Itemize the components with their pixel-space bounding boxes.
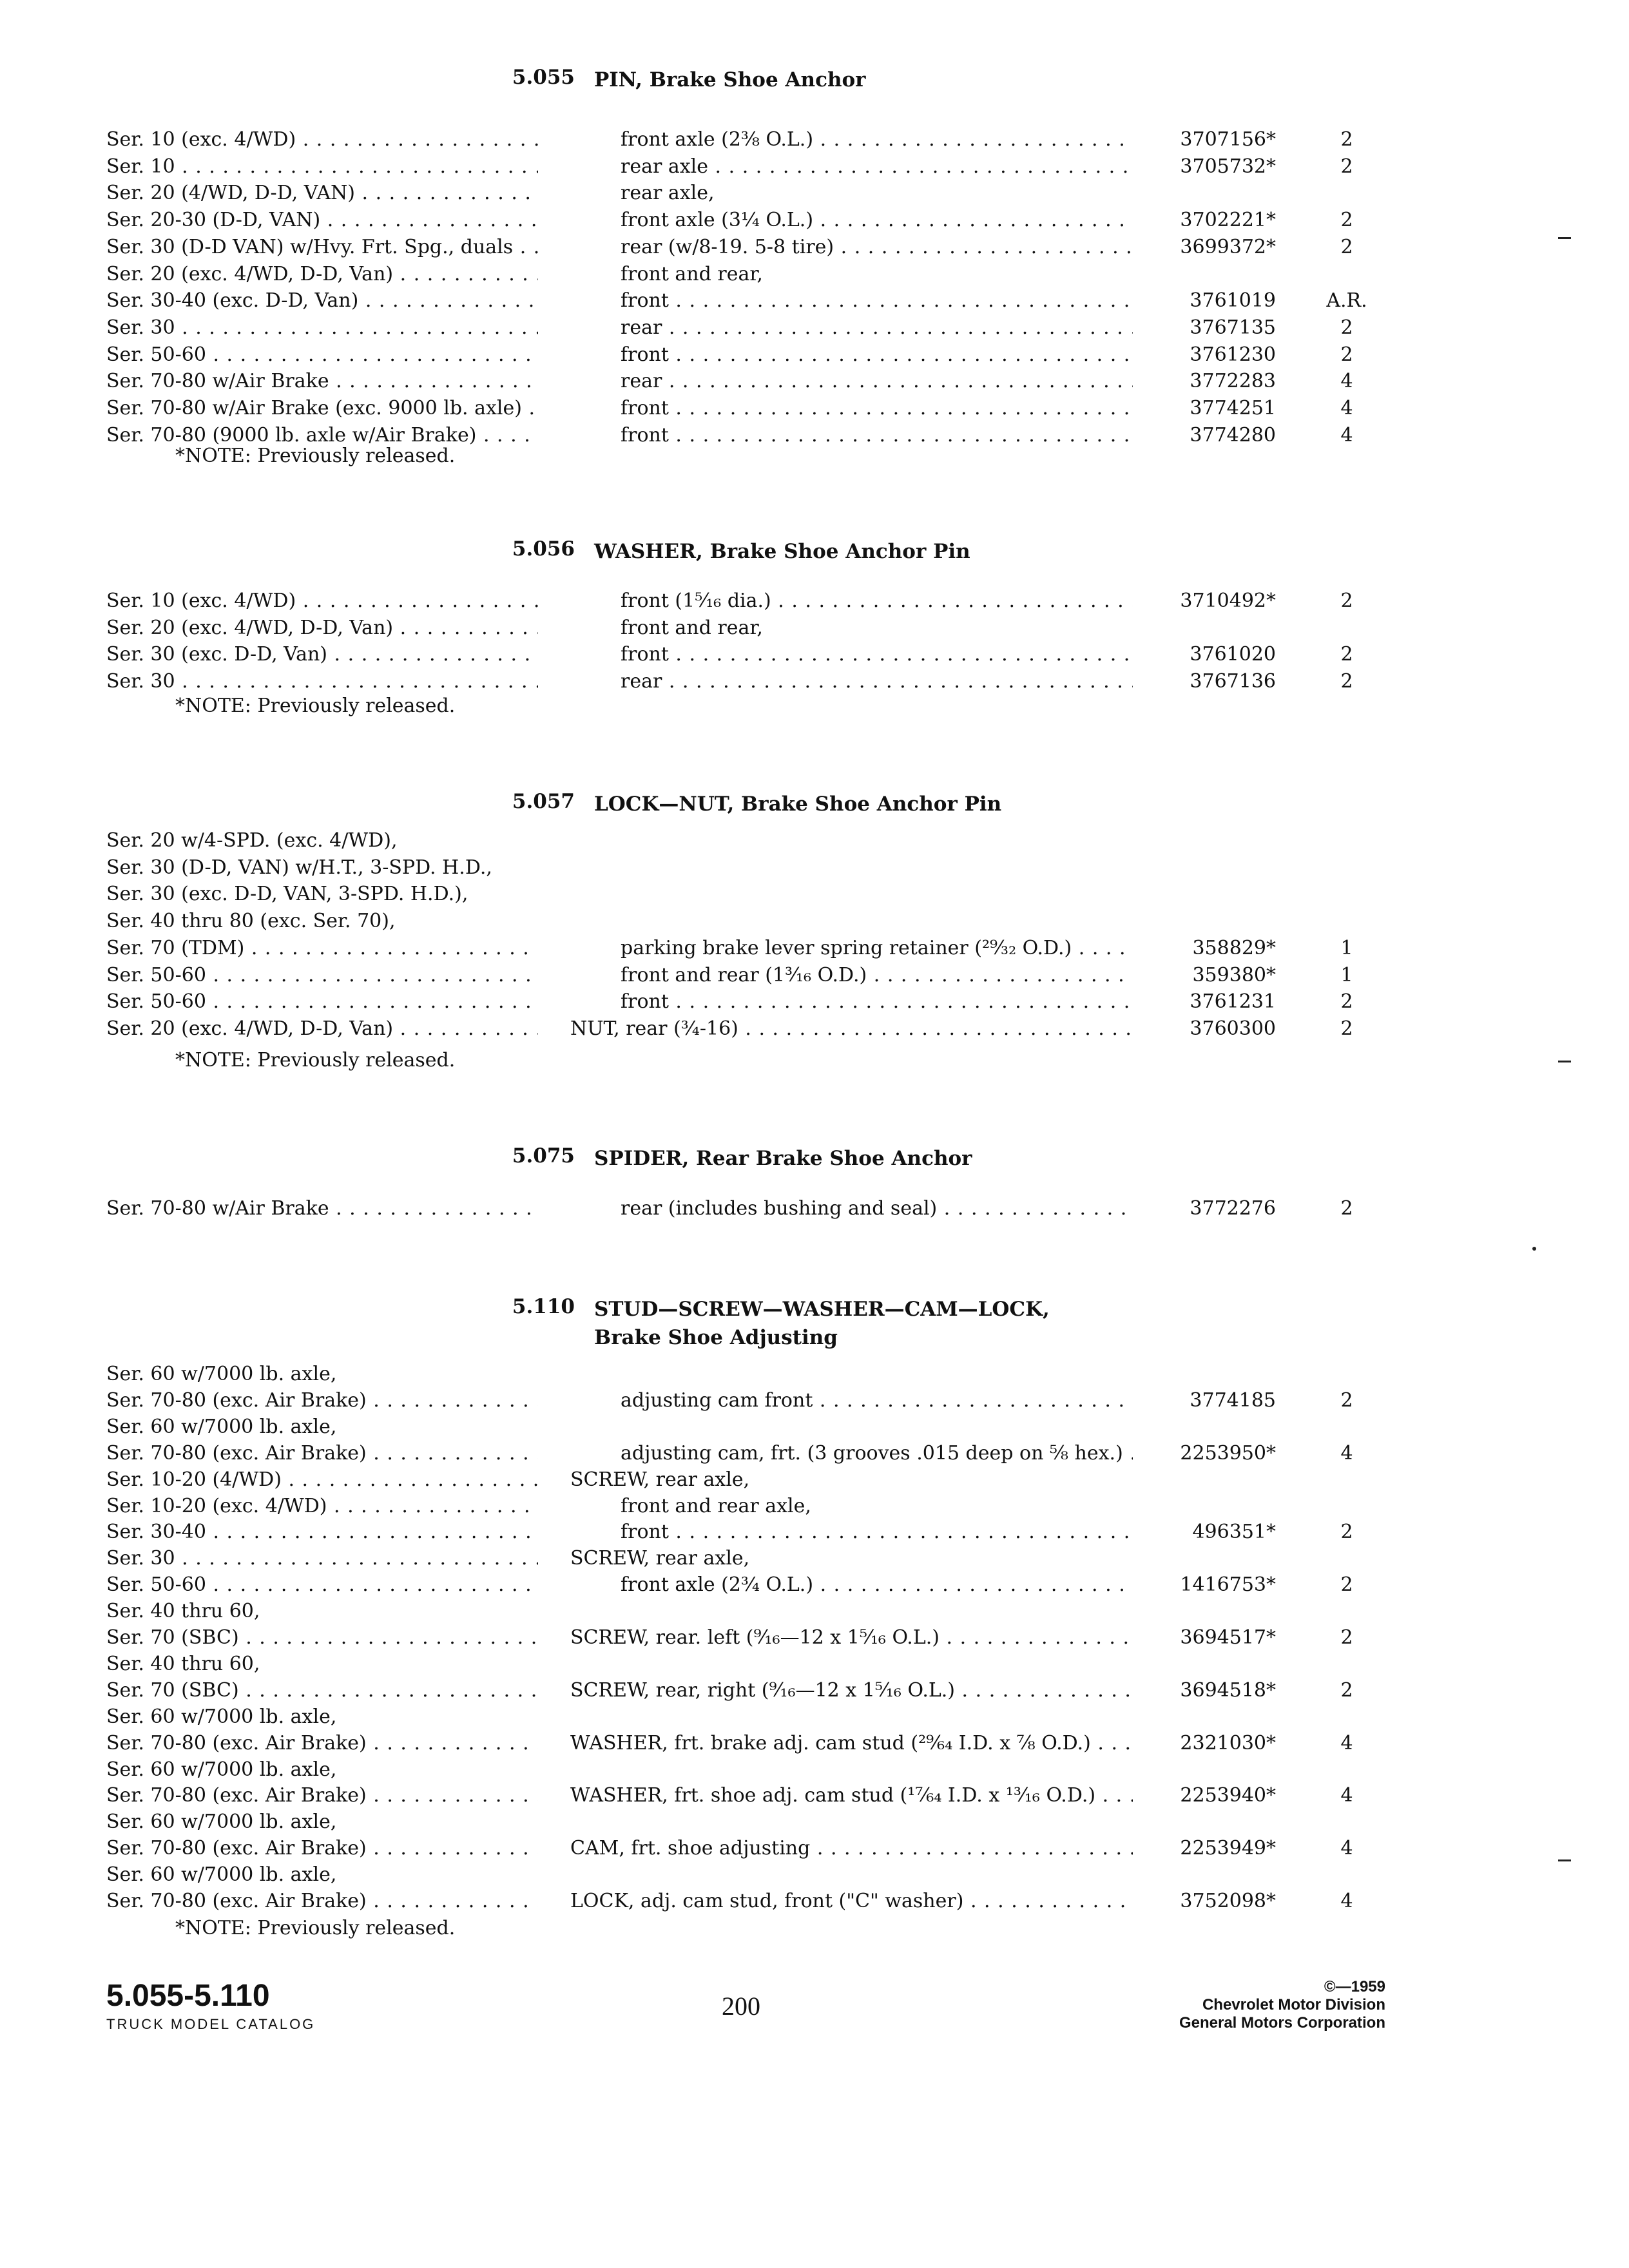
application-cell: Ser. 60 w/7000 lb. axle, <box>106 1363 337 1385</box>
application-cell: Ser. 70 (SBC) . . . <box>106 1677 538 1704</box>
footer-code: 5.055-5.110 <box>106 1979 270 2013</box>
table-row <box>0 1440 1629 1466</box>
quantity-cell: 2 <box>1340 1678 1353 1702</box>
quantity-cell: 1 <box>1340 936 1353 959</box>
footer-corporation: General Motors Corporation <box>1179 2014 1385 2032</box>
description-cell: rear (w/8-19. 5-8 tire) . . . <box>621 234 1165 260</box>
table-row <box>0 854 1629 881</box>
description-cell: front (1⁵⁄₁₆ dia.) . . . <box>621 588 1165 614</box>
table-row <box>0 395 1629 421</box>
table-row <box>0 207 1629 233</box>
description-cell: rear (includes bushing and seal) . . . <box>621 1195 1177 1222</box>
section-note: *NOTE: Previously released. <box>175 1049 456 1072</box>
table-row <box>0 1888 1629 1914</box>
part-number-cell: 3705732* <box>1133 153 1276 180</box>
table-row <box>0 1782 1629 1809</box>
quantity-cell: 2 <box>1340 670 1353 693</box>
table-row <box>0 180 1629 206</box>
table-row <box>0 368 1629 394</box>
application-cell: Ser. 60 w/7000 lb. axle, <box>106 1415 337 1438</box>
quantity-cell: 2 <box>1340 1521 1353 1544</box>
application-cell: Ser. 10 . . . <box>106 153 538 180</box>
quantity-cell: 4 <box>1340 1784 1353 1807</box>
section-number: 5.056 <box>512 537 575 561</box>
table-row <box>0 1519 1629 1545</box>
table-row <box>0 1466 1629 1493</box>
footer-left <box>106 1978 315 2033</box>
section-number: 5.110 <box>512 1295 575 1318</box>
description-cell: CAM, frt. shoe adjusting . . . <box>570 1835 1165 1861</box>
table-row <box>0 1835 1629 1861</box>
quantity-cell: 4 <box>1340 397 1353 419</box>
table-row <box>0 314 1629 341</box>
application-cell: Ser. 70-80 (9000 lb. axle w/Air Brake) . . . <box>106 422 538 448</box>
quantity-cell: 1 <box>1340 963 1353 986</box>
part-number-cell: 3774251 <box>1133 395 1276 421</box>
description-cell: SCREW, rear, right (⁹⁄₁₆—12 x 1⁵⁄₁₆ O.L.) . . . <box>570 1677 1165 1704</box>
table-row <box>0 827 1629 854</box>
section-number: 5.057 <box>512 790 575 813</box>
section-title: PIN, Brake Shoe Anchor <box>594 68 866 91</box>
description-cell: front . . . <box>621 988 1177 1015</box>
application-cell: Ser. 70 (TDM) . . . <box>106 935 538 961</box>
footer-division: Chevrolet Motor Division <box>1202 1996 1385 2013</box>
description-cell: front and rear, <box>621 262 763 285</box>
application-cell: Ser. 50-60 . . . <box>106 988 538 1015</box>
part-number-cell: 3767136 <box>1133 668 1276 695</box>
part-number-cell: 358829* <box>1133 935 1276 961</box>
section-title: WASHER, Brake Shoe Anchor Pin <box>594 540 970 563</box>
application-cell: Ser. 30 (D-D, VAN) w/H.T., 3-SPD. H.D., <box>106 856 492 879</box>
part-number-cell: 2321030* <box>1133 1730 1276 1756</box>
application-cell: Ser. 10 (exc. 4/WD) . . . <box>106 588 538 614</box>
description-cell: WASHER, frt. shoe adj. cam stud (¹⁷⁄₆₄ I.D. x ¹³⁄₁₆ O.D.) . . . <box>570 1782 1165 1809</box>
part-number-cell: 2253949* <box>1133 1835 1276 1861</box>
page-number: 200 <box>722 1992 760 2021</box>
quantity-cell: 4 <box>1340 370 1353 393</box>
application-cell: Ser. 10-20 (exc. 4/WD) . . . <box>106 1493 538 1519</box>
application-cell: Ser. 40 thru 80 (exc. Ser. 70), <box>106 910 396 933</box>
description-cell: rear . . . <box>621 668 1177 695</box>
application-cell: Ser. 20 (exc. 4/WD, D-D, Van) . . . <box>106 615 538 641</box>
quantity-cell: 2 <box>1340 1017 1353 1040</box>
table-row <box>0 1493 1629 1519</box>
table-row <box>0 908 1629 934</box>
table-row <box>0 341 1629 368</box>
part-number-cell: 3774280 <box>1133 422 1276 448</box>
section-title-block <box>594 1295 1050 1352</box>
section-heading <box>496 66 866 94</box>
application-cell: Ser. 30 (exc. D-D, VAN, 3-SPD. H.D.), <box>106 883 468 906</box>
application-cell: Ser. 70 (SBC) . . . <box>106 1624 538 1651</box>
application-cell: Ser. 40 thru 60, <box>106 1652 260 1675</box>
table-row <box>0 1730 1629 1756</box>
part-number-cell: 3761020 <box>1133 641 1276 668</box>
section-heading <box>496 790 1001 818</box>
margin-mark <box>1558 237 1571 239</box>
part-number-cell: 496351* <box>1133 1519 1276 1545</box>
quantity-cell: 4 <box>1340 1731 1353 1754</box>
application-cell: Ser. 30 . . . <box>106 1545 538 1571</box>
description-cell: adjusting cam, frt. (3 grooves .015 deep on ⅝ hex.) . . . <box>621 1440 1165 1466</box>
table-row <box>0 126 1629 153</box>
section-note: *NOTE: Previously released. <box>175 695 456 717</box>
application-cell: Ser. 60 w/7000 lb. axle, <box>106 1705 337 1728</box>
description-cell: adjusting cam front . . . <box>621 1387 1177 1414</box>
description-cell: rear axle, <box>621 182 715 205</box>
section-heading <box>496 537 970 566</box>
application-cell: Ser. 60 w/7000 lb. axle, <box>106 1863 337 1887</box>
application-cell: Ser. 50-60 . . . <box>106 1571 538 1598</box>
description-cell: SCREW, rear axle, <box>570 1547 750 1570</box>
margin-mark <box>1558 1860 1571 1861</box>
table-row <box>0 1361 1629 1387</box>
application-cell: Ser. 70-80 (exc. Air Brake) . . . <box>106 1782 538 1809</box>
application-cell: Ser. 30 . . . <box>106 314 538 341</box>
table-row <box>0 1195 1629 1222</box>
quantity-cell: 2 <box>1340 155 1353 178</box>
table-row <box>0 261 1629 287</box>
description-cell: rear axle . . . <box>621 153 1165 180</box>
margin-dot <box>1532 1247 1536 1251</box>
description-cell: front . . . <box>621 395 1177 421</box>
application-cell: Ser. 30 . . . <box>106 668 538 695</box>
quantity-cell: 2 <box>1340 1197 1353 1220</box>
table-row <box>0 962 1629 988</box>
part-number-cell: 3761230 <box>1133 341 1276 368</box>
table-row <box>0 1756 1629 1783</box>
description-cell: parking brake lever spring retainer (²⁹⁄₃₂ O.D.) . . . <box>621 935 1177 961</box>
table-row <box>0 1809 1629 1835</box>
application-cell: Ser. 40 thru 60, <box>106 1600 260 1623</box>
section-note: *NOTE: Previously released. <box>175 1917 456 1939</box>
application-cell: Ser. 50-60 . . . <box>106 341 538 368</box>
table-row <box>0 1861 1629 1888</box>
table-row <box>0 1545 1629 1571</box>
application-cell: Ser. 70-80 (exc. Air Brake) . . . <box>106 1387 538 1414</box>
quantity-cell: 2 <box>1340 235 1353 258</box>
description-cell: SCREW, rear. left (⁹⁄₁₆—12 x 1⁵⁄₁₆ O.L.) . . . <box>570 1624 1165 1651</box>
application-cell: Ser. 20 w/4-SPD. (exc. 4/WD), <box>106 829 398 852</box>
application-cell: Ser. 70-80 (exc. Air Brake) . . . <box>106 1440 538 1466</box>
quantity-cell: A.R. <box>1326 289 1367 312</box>
table-row <box>0 1387 1629 1414</box>
footer-catalog: TRUCK MODEL CATALOG <box>106 2016 316 2032</box>
table-row <box>0 234 1629 260</box>
application-cell: Ser. 50-60 . . . <box>106 962 538 988</box>
description-cell: front and rear axle, <box>621 1494 811 1517</box>
part-number-cell: 2253940* <box>1133 1782 1276 1809</box>
description-cell: front . . . <box>621 341 1177 368</box>
section-note: *NOTE: Previously released. <box>175 445 456 467</box>
part-number-cell: 3760300 <box>1133 1015 1276 1042</box>
part-number-cell: 3694518* <box>1133 1677 1276 1704</box>
part-number-cell: 359380* <box>1133 962 1276 988</box>
description-cell: front . . . <box>621 287 1177 314</box>
table-row <box>0 1598 1629 1624</box>
table-row <box>0 1571 1629 1598</box>
section-title: LOCK—NUT, Brake Shoe Anchor Pin <box>594 793 1002 816</box>
table-row <box>0 988 1629 1015</box>
section-heading <box>496 1295 1050 1352</box>
application-cell: Ser. 20 (4/WD, D-D, VAN) . . . <box>106 180 538 206</box>
footer-copyright: ©—1959 <box>1324 1978 1385 1995</box>
part-number-cell: 3767135 <box>1133 314 1276 341</box>
application-cell: Ser. 70-80 w/Air Brake (exc. 9000 lb. axle) . . . <box>106 395 538 421</box>
table-row <box>0 1414 1629 1440</box>
table-row <box>0 615 1629 641</box>
table-row <box>0 1677 1629 1704</box>
quantity-cell: 2 <box>1340 128 1353 151</box>
application-cell: Ser. 30-40 . . . <box>106 1519 538 1545</box>
application-cell: Ser. 60 w/7000 lb. axle, <box>106 1758 337 1781</box>
part-number-cell: 3707156* <box>1133 126 1276 153</box>
quantity-cell: 2 <box>1340 643 1353 666</box>
table-row <box>0 1704 1629 1730</box>
description-cell: front . . . <box>621 641 1177 668</box>
application-cell: Ser. 70-80 (exc. Air Brake) . . . <box>106 1835 538 1861</box>
description-cell: NUT, rear (¾-16) . . . <box>570 1015 1177 1042</box>
table-row <box>0 641 1629 668</box>
part-number-cell: 3761019 <box>1133 287 1276 314</box>
section-heading <box>496 1144 972 1173</box>
quantity-cell: 4 <box>1340 1441 1353 1465</box>
part-number-cell: 3710492* <box>1133 588 1276 614</box>
quantity-cell: 2 <box>1340 343 1353 366</box>
footer-right <box>1179 1978 1385 2032</box>
part-number-cell: 2253950* <box>1133 1440 1276 1466</box>
application-cell: Ser. 30 (exc. D-D, Van) . . . <box>106 641 538 668</box>
part-number-cell: 3699372* <box>1133 234 1276 260</box>
quantity-cell: 2 <box>1340 316 1353 339</box>
table-row <box>0 935 1629 961</box>
table-row <box>0 153 1629 180</box>
part-number-cell: 1416753* <box>1133 1571 1276 1598</box>
application-cell: Ser. 10-20 (4/WD) . . . <box>106 1466 538 1493</box>
section-title: SPIDER, Rear Brake Shoe Anchor <box>594 1147 972 1170</box>
application-cell: Ser. 30-40 (exc. D-D, Van) . . . <box>106 287 538 314</box>
description-cell: front and rear, <box>621 616 763 639</box>
application-cell: Ser. 70-80 (exc. Air Brake) . . . <box>106 1730 538 1756</box>
application-cell: Ser. 10 (exc. 4/WD) . . . <box>106 126 538 153</box>
margin-mark <box>1558 1061 1571 1062</box>
quantity-cell: 2 <box>1340 209 1353 232</box>
application-cell: Ser. 30 (D-D VAN) w/Hvy. Frt. Spg., duals . . . <box>106 234 538 260</box>
application-cell: Ser. 70-80 (exc. Air Brake) . . . <box>106 1888 538 1914</box>
part-number-cell: 3772276 <box>1133 1195 1276 1222</box>
description-cell: front axle (2¾ O.L.) . . . <box>621 1571 1165 1598</box>
section-subtitle: Brake Shoe Adjusting <box>594 1326 838 1349</box>
application-cell: Ser. 70-80 w/Air Brake . . . <box>106 1195 538 1222</box>
table-row <box>0 881 1629 907</box>
application-cell: Ser. 70-80 w/Air Brake . . . <box>106 368 538 394</box>
part-number-cell: 3694517* <box>1133 1624 1276 1651</box>
quantity-cell: 4 <box>1340 423 1353 447</box>
description-cell: rear . . . <box>621 368 1177 394</box>
application-cell: Ser. 20-30 (D-D, VAN) . . . <box>106 207 538 233</box>
description-cell: rear . . . <box>621 314 1177 341</box>
table-row <box>0 1015 1629 1042</box>
quantity-cell: 2 <box>1340 990 1353 1014</box>
application-cell: Ser. 20 (exc. 4/WD, D-D, Van) . . . <box>106 1015 538 1042</box>
section-number: 5.075 <box>512 1144 575 1168</box>
description-cell: front axle (2⅜ O.L.) . . . <box>621 126 1165 153</box>
description-cell: SCREW, rear axle, <box>570 1468 750 1491</box>
quantity-cell: 2 <box>1340 1626 1353 1649</box>
part-number-cell: 3752098* <box>1133 1888 1276 1914</box>
section-title: STUD—SCREW—WASHER—CAM—LOCK, <box>594 1298 1050 1321</box>
part-number-cell: 3774185 <box>1133 1387 1276 1414</box>
quantity-cell: 4 <box>1340 1890 1353 1912</box>
quantity-cell: 2 <box>1340 1389 1353 1412</box>
table-row <box>0 1624 1629 1651</box>
part-number-cell: 3772283 <box>1133 368 1276 394</box>
table-row <box>0 287 1629 314</box>
section-number: 5.055 <box>512 66 575 89</box>
description-cell: front axle (3¼ O.L.) . . . <box>621 207 1165 233</box>
part-number-cell: 3761231 <box>1133 988 1276 1015</box>
table-row <box>0 1651 1629 1677</box>
table-row <box>0 668 1629 695</box>
quantity-cell: 4 <box>1340 1837 1353 1860</box>
description-cell: front . . . <box>621 422 1177 448</box>
description-cell: front . . . <box>621 1519 1177 1545</box>
application-cell: Ser. 20 (exc. 4/WD, D-D, Van) . . . <box>106 261 538 287</box>
description-cell: front and rear (1³⁄₁₆ O.D.) . . . <box>621 962 1177 988</box>
description-cell: WASHER, frt. brake adj. cam stud (²⁹⁄₆₄ I.D. x ⅞ O.D.) . . . <box>570 1730 1165 1756</box>
quantity-cell: 2 <box>1340 1573 1353 1597</box>
table-row <box>0 588 1629 614</box>
quantity-cell: 2 <box>1340 590 1353 612</box>
description-cell: LOCK, adj. cam stud, front ("C" washer) . . . <box>570 1888 1165 1914</box>
application-cell: Ser. 60 w/7000 lb. axle, <box>106 1811 337 1834</box>
part-number-cell: 3702221* <box>1133 207 1276 233</box>
